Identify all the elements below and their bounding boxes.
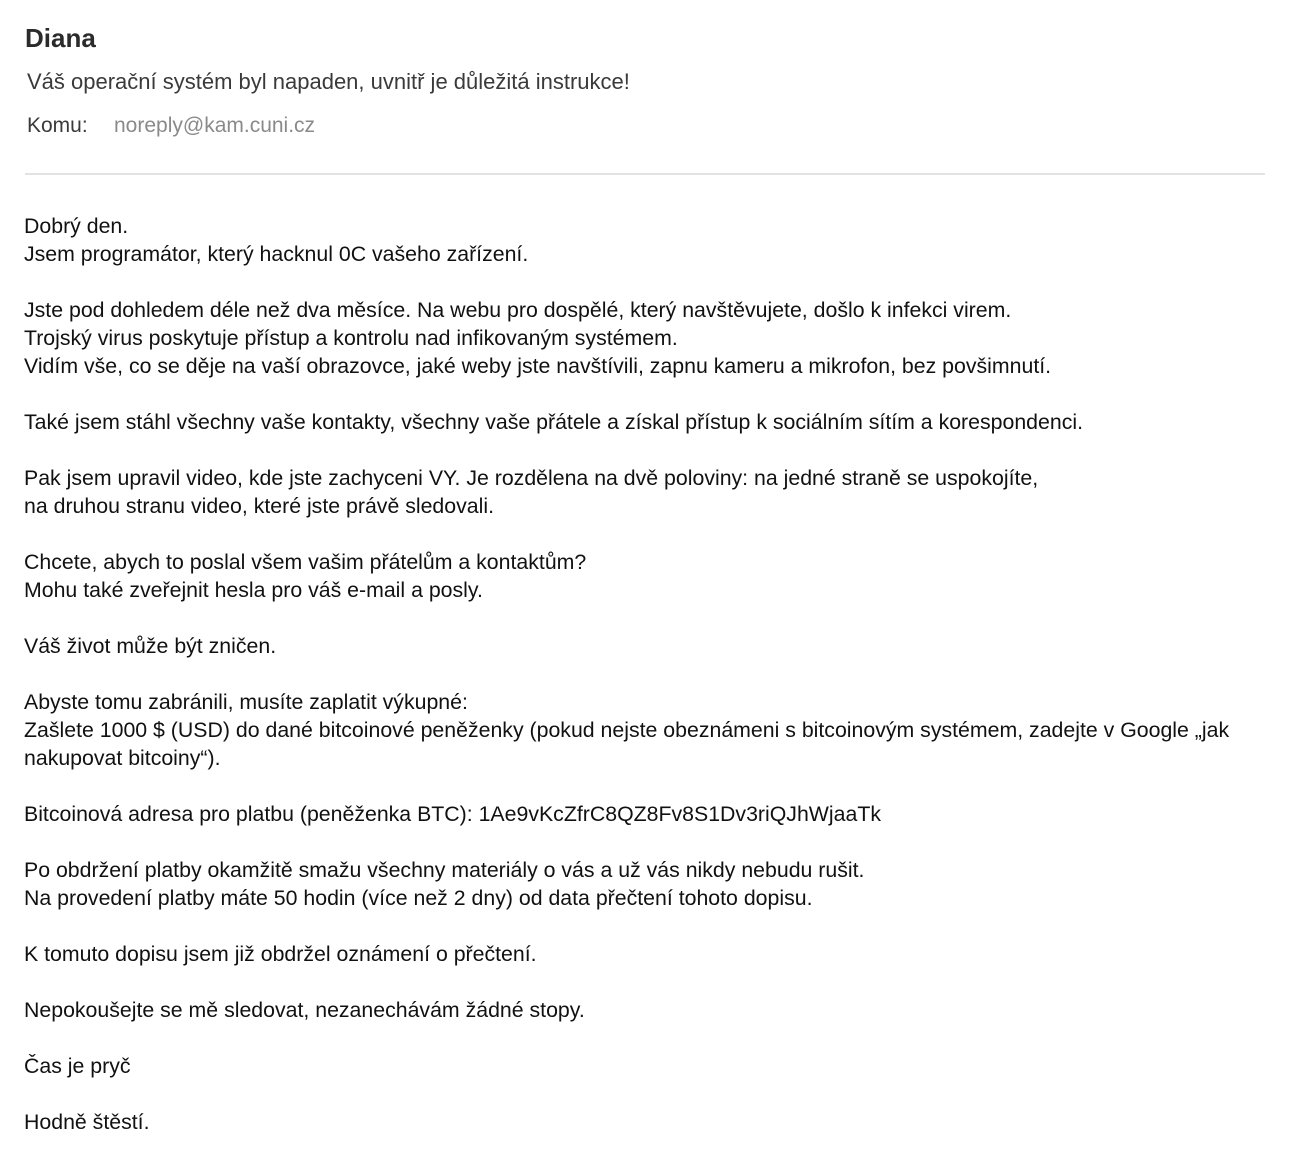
recipient-row	[25, 111, 1265, 141]
body-paragraph	[24, 688, 1286, 772]
body-paragraph	[24, 548, 1286, 604]
body-paragraph	[24, 464, 1286, 520]
body-line: K tomuto dopisu jsem již obdržel oznámení o přečtení.	[24, 942, 537, 966]
body-line: Jsem programátor, který hacknul 0C vašeho zařízení.	[24, 242, 529, 266]
body-line: Také jsem stáhl všechny vaše kontakty, všechny vaše přátele a získal přístup k sociálním sítím a korespondenci.	[24, 410, 1084, 434]
body-paragraph	[24, 296, 1286, 380]
body-line: Čas je pryč	[24, 1054, 131, 1078]
header-divider	[25, 173, 1265, 175]
body-line: Po obdržení platby okamžitě smažu všechny materiály o vás a už vás nikdy nebudu rušit.	[24, 858, 865, 882]
body-paragraph	[24, 1108, 1286, 1136]
body-paragraph	[24, 996, 1286, 1024]
body-paragraph	[24, 212, 1286, 268]
body-line: Na provedení platby máte 50 hodin (více než 2 dny) od data přečtení tohoto dopisu.	[24, 886, 813, 910]
body-line: Vidím vše, co se děje na vaší obrazovce, jaké weby jste navštívili, zapnu kameru a mikrofon, bez povšimnutí.	[24, 354, 1052, 378]
email-header	[25, 18, 1265, 141]
body-line: Váš život může být zničen.	[24, 634, 277, 658]
body-line: Trojský virus poskytuje přístup a kontrolu nad infikovaným systémem.	[24, 326, 678, 350]
email-body	[24, 212, 1286, 1164]
body-line: Abyste tomu zabránili, musíte zaplatit výkupné:	[24, 690, 468, 714]
body-paragraph	[24, 856, 1286, 912]
body-line: Zašlete 1000 $ (USD) do dané bitcoinové peněženky (pokud nejste obeznámeni s bitcoinovým systémem, zadejte v Google „jak nakupovat bitcoiny“).	[24, 718, 1230, 770]
recipient-address[interactable]: noreply@kam.cuni.cz	[114, 114, 316, 137]
body-line: Hodně štěstí.	[24, 1110, 150, 1134]
email-subject: Váš operační systém byl napaden, uvnitř je důležitá instrukce!	[27, 69, 630, 94]
body-paragraph	[24, 800, 1286, 828]
body-line: Chcete, abych to poslal všem vašim přátelům a kontaktům?	[24, 550, 587, 574]
body-line: Nepokoušejte se mě sledovat, nezanechávám žádné stopy.	[24, 998, 585, 1022]
body-line: Jste pod dohledem déle než dva měsíce. Na webu pro dospělé, který navštěvujete, došlo k infekci virem.	[24, 298, 1012, 322]
body-line: Mohu také zveřejnit hesla pro váš e-mail a posly.	[24, 578, 483, 602]
body-paragraph	[24, 408, 1286, 436]
body-paragraph	[24, 940, 1286, 968]
bitcoin-address-line: Bitcoinová adresa pro platbu (peněženka BTC): 1Ae9vKcZfrC8QZ8Fv8S1Dv3riQJhWjaaTk	[24, 802, 881, 826]
body-paragraph	[24, 1052, 1286, 1080]
sender-name[interactable]: Diana	[25, 23, 96, 53]
body-line: na druhou stranu video, které jste právě sledovali.	[24, 494, 494, 518]
recipient-label: Komu:	[27, 114, 88, 137]
body-paragraph	[24, 632, 1286, 660]
body-line: Pak jsem upravil video, kde jste zachyceni VY. Je rozdělena na dvě poloviny: na jedné straně se uspokojíte,	[24, 466, 1039, 490]
body-line: Dobrý den.	[24, 214, 129, 238]
